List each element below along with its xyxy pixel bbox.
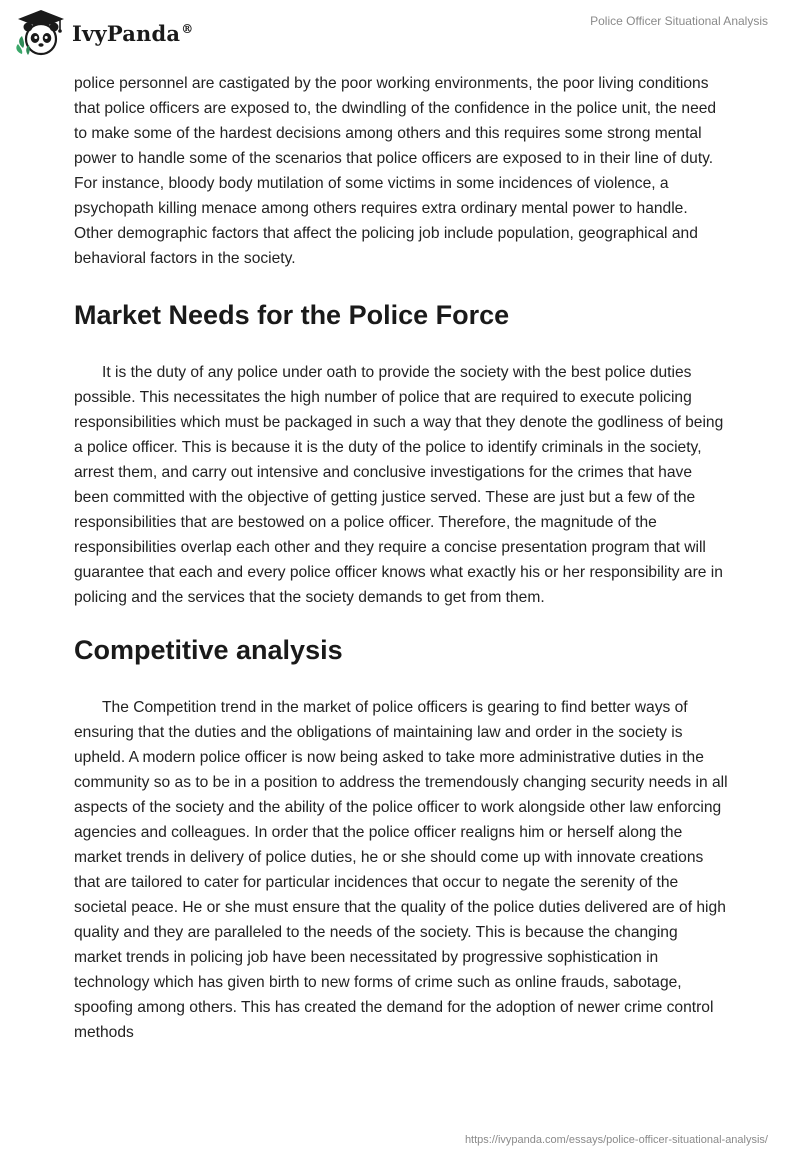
section-heading-competitive-analysis: Competitive analysis <box>74 635 343 665</box>
registered-mark: ® <box>181 21 194 36</box>
essay-content <box>74 71 728 1045</box>
source-url[interactable]: https://ivypanda.com/essays/police-officer-situational-analysis/ <box>464 1134 768 1146</box>
section-heading-market-needs: Market Needs for the Police Force <box>74 300 510 330</box>
page-header <box>0 0 800 70</box>
panda-graduate-icon <box>14 8 68 58</box>
ivypanda-logo[interactable] <box>14 8 193 58</box>
competitive-analysis-paragraph: The Competition trend in the market of police officers is gearing to find better ways of ensuring that the duties and the obligations of maintaining law and order in the society is upheld. A modern police officer is now being asked to take more administrative duties in the community so as to be in a position to address the tremendously changing security needs in all aspects of the society and the ability of the police officer to work alongside other law enforcing agencies and colleagues. In order that the police officer realigns him or herself along the market trends in delivery of police duties, he or she should come up with innovate creations that are tailored to cater for particular incidences that occur to negate the serenity of the societal peace. He or she must ensure that the quality of the police duties delivered are of high quality and they are paralleled to the needs of the society. This is because the changing market trends in policing job have been necessitated by progressive sophistication in technology which has given birth to new forms of crime such as online frauds, sabotage, spoofing among others. This has created the demand for the adoption of newer crime control methods <box>74 699 728 1041</box>
market-needs-paragraph: It is the duty of any police under oath to provide the society with the best police duties possible. This necessitates the high number of police that are required to execute policing responsibilities which must be packaged in such a way that they denote the godliness of being a police officer. This is because it is the duty of the police to identify criminals in the society, arrest them, and carry out intensive and conclusive investigations for the crimes that have been committed with the objective of getting justice served. These are just but a few of the responsibilities that are bestowed on a police officer. Therefore, the magnitude of the responsibilities overlap each other and they require a concise presentation program that will guarantee that each and every police officer knows what exactly his or her responsibility are in policing and the services that the society demands to get from them. <box>74 364 724 606</box>
brand-name-text: IvyPanda <box>72 20 181 46</box>
document-title: Police Officer Situational Analysis <box>590 14 768 28</box>
brand-name <box>72 21 193 46</box>
intro-paragraph: police personnel are castigated by the poor working environments, the poor living conditions that police officers are exposed to, the dwindling of the confidence in the police unit, the need to make some of the hardest decisions among others and this requires some strong mental power to handle some of the scenarios that police officers are exposed to in their line of duty. For instance, bloody body mutilation of some victims in some incidences of violence, a psychopath killing menace among others requires extra ordinary mental power to handle. Other demographic factors that affect the policing job include population, geographical and behavioral factors in the society. <box>74 75 717 267</box>
